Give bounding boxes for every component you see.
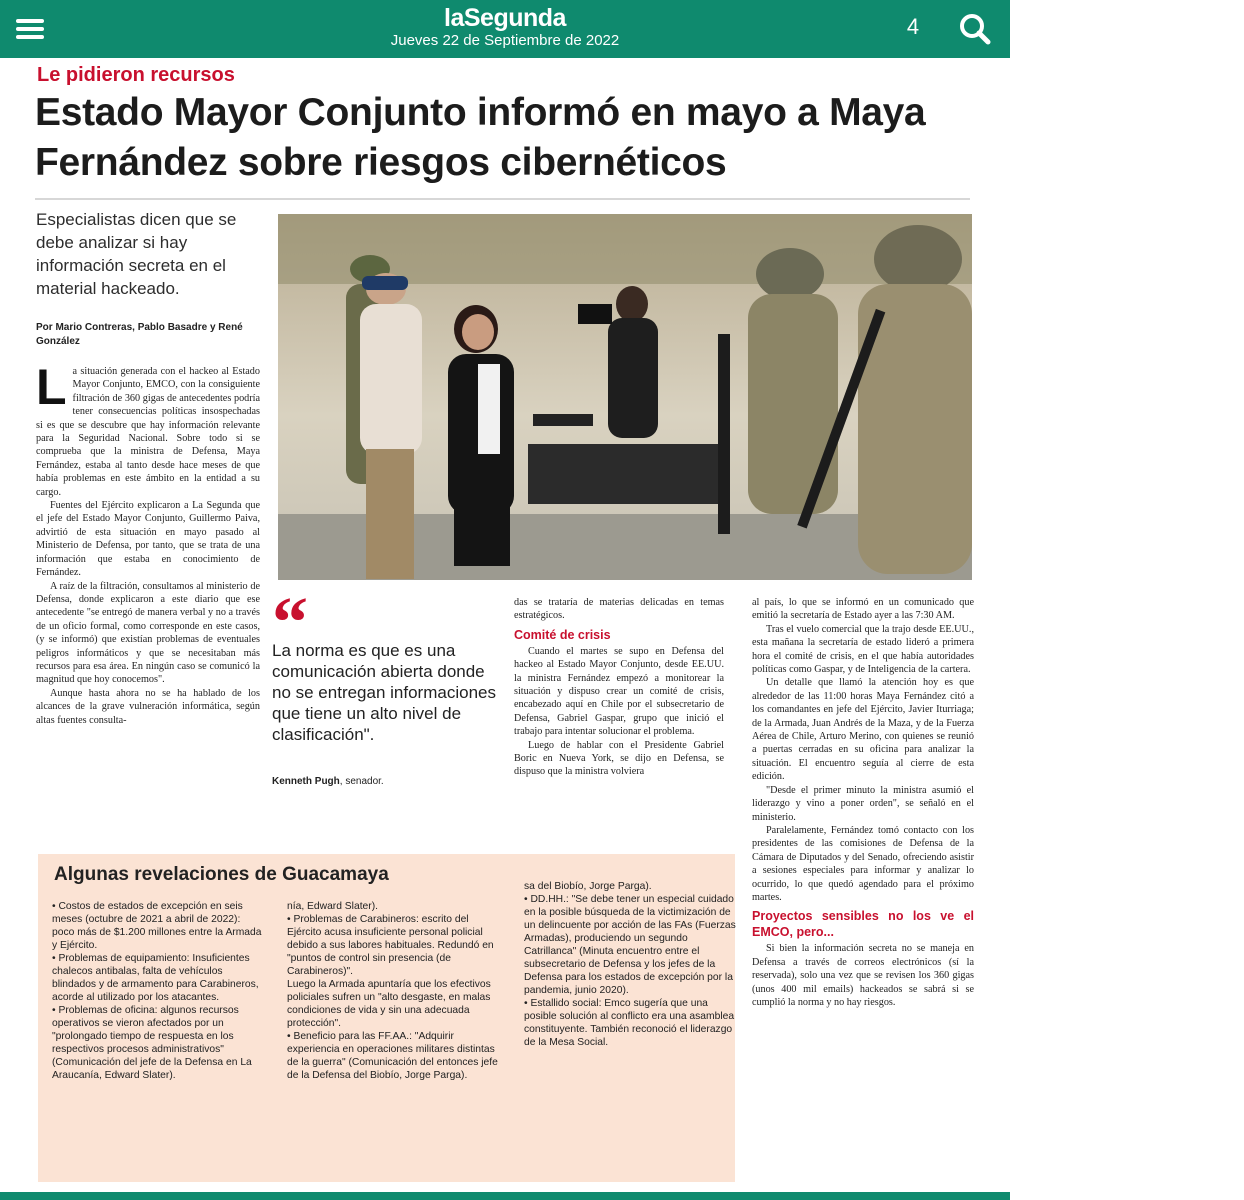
sidebar-box-column-1 (52, 900, 264, 1082)
brand-header (0, 4, 1010, 50)
paragraph: A raíz de la filtración, consultamos al ministerio de Defensa, donde explicaron a este diario que ese antecedente "se entregó de manera verbal y no a través de un oficio formal, como corresponde en este casos, (y se informó) que existían problemas de eventuales peligros informáticos y que se necesitaban más recursos para esa área. En ningún caso se comunicó la magnitud que hoy conocemos". (36, 580, 260, 686)
page-number[interactable]: 4 (906, 14, 920, 39)
article-column-3 (514, 596, 724, 779)
list-item: • DD.HH.: "Se debe tener un especial cuidado en la posible búsqueda de la victimización de un delincuente por acción de las FAs (Fuerzas Armadas), produciendo un segundo Catrillanca" (Minuta encuentro entre el subsecretario de Defensa y los jefes de la Defensa para los estados de excepción por la pandemia, junio 2020). (524, 894, 736, 996)
sidebar-box (38, 854, 735, 1182)
sidebar-box-title: Algunas revelaciones de Guacamaya (54, 864, 389, 885)
photo-illustration (278, 214, 972, 580)
sidebar-box-column-2 (287, 900, 499, 1082)
article-column-4 (752, 596, 974, 1009)
newspaper-page (0, 58, 1221, 1192)
paragraph: Cuando el martes se supo en Defensa del hackeo al Estado Mayor Conjunto, desde EE.UU. la ministra Fernández empezó a monitorear la situación y dispuso crear un comité de crisis, encabezado aquí en Chile por el subsecretario de Defensa, Gabriel Gaspar, grupo que inició el trabajo para intentar solucionar el problema. (514, 645, 724, 738)
paragraph: "Desde el primer minuto la ministra asumió el liderazgo y vino a poner orden", se señaló en el ministerio. (752, 784, 974, 823)
list-item: sa del Biobío, Jorge Parga). (524, 881, 652, 892)
paragraph: a situación generada con el hackeo al Estado Mayor Conjunto, EMCO, con la consiguiente filtración de 360 gigas de antecedentes podría tener consecuencias políticas insospechadas si es que se descubre que hay información relevante para la Seguridad Nacional. Sobre todo si se comprueba que la ministra de Defensa, Maya Fernández, estaba al tanto desde hace meses de que había problemas en este ámbito en la entidad a su cargo. (36, 366, 260, 498)
article-column-1 (36, 359, 260, 727)
paragraph: Tras el vuelo comercial que la trajo desde EE.UU., esta mañana la secretaría de estado lideró a primera hora el comité de crisis, en el que había autoridades políticas como Gaspar, y de Inteligencia de la cartera. (752, 623, 974, 676)
headline-divider (35, 198, 970, 200)
list-item: • Beneficio para las FF.AA.: "Adquirir experiencia en operaciones militares distintas de la guerra" (Comunicación del entonces jefe de la Defensa del Biobío, Jorge Parga). (287, 1031, 498, 1081)
quote-mark: “ (272, 582, 308, 662)
article-headline: Estado Mayor Conjunto informó en mayo a Maya Fernández sobre riesgos cibernéticos (35, 91, 926, 184)
quote-author: Kenneth Pugh (272, 776, 340, 787)
article-byline: Por Mario Contreras, Pablo Basadre y René González (36, 322, 243, 347)
subhead-comite: Comité de crisis (514, 627, 611, 642)
paragraph: Paralelamente, Fernández tomó contacto con los presidentes de las comisiones de Defensa de la Cámara de Diputados y del Senado, ofreciendo asistir a sesiones especiales para informar y analizar lo ocurrido, lo que quedó agendado para el próximo martes. (752, 824, 974, 903)
paragraph: al país, lo que se informó en un comunicado que emitió la secretaría de Estado ayer a las 7:30 AM. (752, 597, 974, 622)
subhead-proyectos: Proyectos sensibles no los ve el EMCO, pero... (752, 909, 974, 940)
list-item: nía, Edward Slater). (287, 901, 378, 912)
paragraph: Un detalle que llamó la atención hoy es que alrededor de las 11:00 horas Maya Fernández citó a los comandantes en jefe del Ejército, Javier Iturriaga; de la Armada, Juan Andrés de la Maza, y de la Fuerza Aérea de Chile, Arturo Merino, con quienes se reunió a puertas cerradas en su oficina para analizar la situación. El encuentro seguía al cierre de esta edición. (752, 677, 974, 783)
paragraph: Aunque hasta ahora no se ha hablado de los alcances de la grave vulneración informática, según altas fuentes consulta- (36, 687, 260, 726)
top-app-bar (0, 0, 1010, 58)
photo-caption: La ministra de Defensa, Maya Fernández. (1114, 702, 1221, 724)
search-icon[interactable] (956, 10, 994, 48)
paragraph: Fuentes del Ejército explicaron a La Segunda que el jefe del Estado Mayor Conjunto, Guillermo Paiva, advirtió de esta situación en mayo pasado al Ministerio de Defensa, por tanto, que se trata de una información que estaba en conocimiento de Fernández. (36, 500, 260, 579)
pull-quote: La norma es que es una comunicación abierta donde no se entregan informaciones que tiene un alto nivel de clasificación". (272, 641, 496, 744)
brand-logo[interactable]: laSegunda (444, 4, 566, 32)
list-item: • Problemas de Carabineros: escrito del Ejército acusa insuficiente personal policial debido a sus labores habituales. Redundó en "puntos de control sin presencia (de Carabineros)". (287, 914, 494, 977)
article-deck: Especialistas dicen que se debe analizar si hay información secreta en el material hackeado. (36, 210, 237, 298)
edition-date: Jueves 22 de Septiembre de 2022 (390, 32, 620, 49)
list-item: • Problemas de equipamiento: Insuficientes chalecos antibalas, falta de vehículos blindados y de armamento para Carabineros, acorde al utilizado por los atacantes. (52, 953, 259, 1003)
list-item: • Problemas de oficina: algunos recursos operativos se vieron afectados por un "prolongado tiempo de respuesta en los respectivos procesos administrativos" (Comunicación del jefe de la Defensa en La Araucanía, Edward Slater). (52, 1005, 252, 1081)
list-item: • Costos de estados de excepción en seis meses (octubre de 2021 a abril de 2022): poco más de $1.200 millones entre la Armada y Ejército. (52, 901, 262, 951)
article-kicker: Le pidieron recursos (37, 64, 235, 86)
paragraph: Si bien la información secreta no se maneja en Defensa a través de correos electrónicos (sí la reservada), solo una vez que se revisen los 360 gigas (unos 400 mil emails) hackeados se sabrá si se cumplió la norma y no hay riesgos. (752, 943, 974, 1008)
quote-role: , senador. (339, 776, 384, 787)
quote-attribution (272, 776, 500, 787)
bottom-bar (0, 1192, 1010, 1200)
list-item: Luego la Armada apuntaría que los efectivos policiales sufren un "alto desgaste, en malas condiciones de vida y sin una adecuada protección". (287, 979, 491, 1029)
dropcap: L (36, 359, 67, 415)
paragraph: das se trataría de materias delicadas en temas estratégicos. (514, 597, 724, 622)
paragraph: Luego de hablar con el Presidente Gabriel Boric en Nueva York, se dijo en Defensa, se dispuso que la ministra volviera (514, 739, 724, 778)
sidebar-box-column-3 (524, 880, 736, 1049)
list-item: • Estallido social: Emco sugería que una posible solución al conflicto era una asamblea constituyente. También reconoció el liderazgo de la Mesa Social. (524, 998, 735, 1048)
